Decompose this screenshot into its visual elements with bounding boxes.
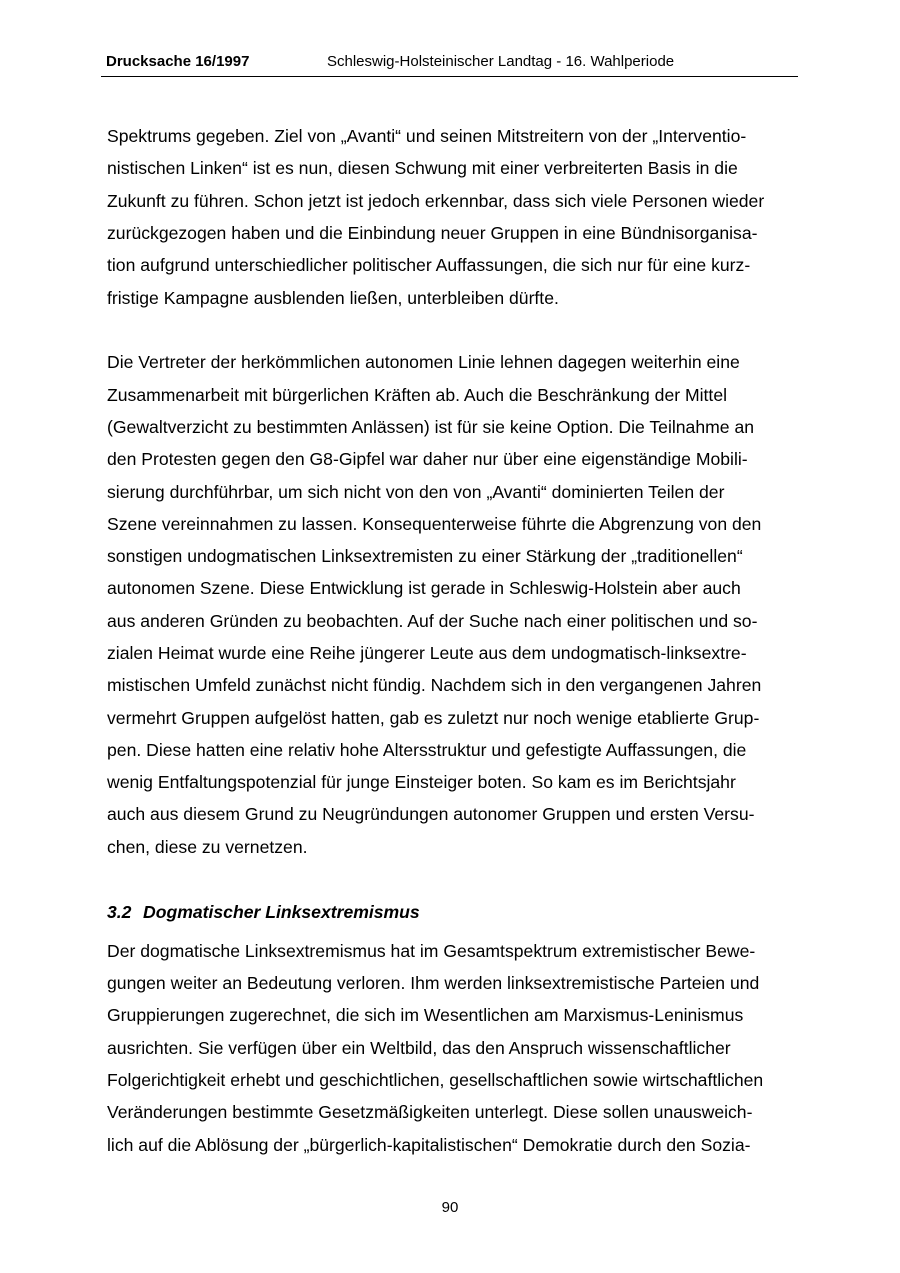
text-line: Zusammenarbeit mit bürgerlichen Kräften ab. Auch die Beschränkung der Mittel [107,385,728,405]
text-line: nistischen Linken“ ist es nun, diesen Schwung mit einer verbreiterten Basis in die [107,158,738,178]
page-number: 90 [441,1199,459,1216]
text-line: mistischen Umfeld zunächst nicht fündig. Nachdem sich in den vergangenen Jahren [107,675,762,695]
parliament-title: Schleswig-Holsteinischer Landtag - 16. Wahlperiode [327,53,675,70]
text-line: (Gewaltverzicht zu bestimmten Anlässen) ist für sie keine Option. Die Teilnahme an [107,417,755,437]
text-line: pen. Diese hatten eine relativ hohe Altersstruktur und gefestigte Auffassungen, die [107,740,747,760]
text-line: Folgerichtigkeit erhebt und geschichtlichen, gesellschaftlichen sowie wirtschaftlichen [107,1070,764,1090]
text-line: Spektrums gegeben. Ziel von „Avanti“ und seinen Mitstreitern von der „Interventio- [107,126,747,146]
text-line: auch aus diesem Grund zu Neugründungen autonomer Gruppen und ersten Versu- [107,804,755,824]
text-line: fristige Kampagne ausblenden ließen, unterbleiben dürfte. [107,288,559,308]
text-line: wenig Entfaltungspotenzial für junge Einsteiger boten. So kam es im Berichtsjahr [107,772,736,792]
text-line: tion aufgrund unterschiedlicher politischer Auffassungen, die sich nur für eine kurz- [107,255,751,275]
text-line: gungen weiter an Bedeutung verloren. Ihm werden linksextremistische Parteien und [107,973,760,993]
text-line: lich auf die Ablösung der „bürgerlich-kapitalistischen“ Demokratie durch den Sozia- [107,1135,751,1155]
text-line: zialen Heimat wurde eine Reihe jüngerer Leute aus dem undogmatisch-linksextre- [107,643,747,663]
page-header [101,50,798,77]
text-line: sonstigen undogmatischen Linksextremisten zu einer Stärkung der „traditionellen“ [107,546,743,566]
text-line: autonomen Szene. Diese Entwicklung ist gerade in Schleswig-Holstein aber auch [107,578,741,598]
text-line: Die Vertreter der herkömmlichen autonomen Linie lehnen dagegen weiterhin eine [107,352,740,372]
text-line: ausrichten. Sie verfügen über ein Weltbild, das den Anspruch wissenschaftlicher [107,1038,731,1058]
document-number: Drucksache 16/1997 [106,53,250,70]
text-line: Zukunft zu führen. Schon jetzt ist jedoch erkennbar, dass sich viele Personen wieder [107,191,765,211]
section-title: Dogmatischer Linksextremismus [143,902,420,922]
text-line: Szene vereinnahmen zu lassen. Konsequenterweise führte die Abgrenzung von den [107,514,762,534]
section-number: 3.2 [107,902,132,922]
text-line: chen, diese zu vernetzen. [107,837,308,857]
text-line: den Protesten gegen den G8-Gipfel war daher nur über eine eigenständige Mobili- [107,449,748,469]
text-line: Der dogmatische Linksextremismus hat im Gesamtspektrum extremistischer Bewe- [107,941,756,961]
text-line: vermehrt Gruppen aufgelöst hatten, gab es zuletzt nur noch wenige etablierte Grup- [107,708,760,728]
text-line: aus anderen Gründen zu beobachten. Auf der Suche nach einer politischen und so- [107,611,758,631]
text-line: sierung durchführbar, um sich nicht von den von „Avanti“ dominierten Teilen der [107,482,725,502]
text-line: Veränderungen bestimmte Gesetzmäßigkeiten unterlegt. Diese sollen unausweich- [107,1102,753,1122]
text-line: zurückgezogen haben und die Einbindung neuer Gruppen in eine Bündnisorganisa- [107,223,758,243]
text-line: Gruppierungen zugerechnet, die sich im Wesentlichen am Marxismus-Leninismus [107,1005,744,1025]
section-heading [107,901,420,923]
